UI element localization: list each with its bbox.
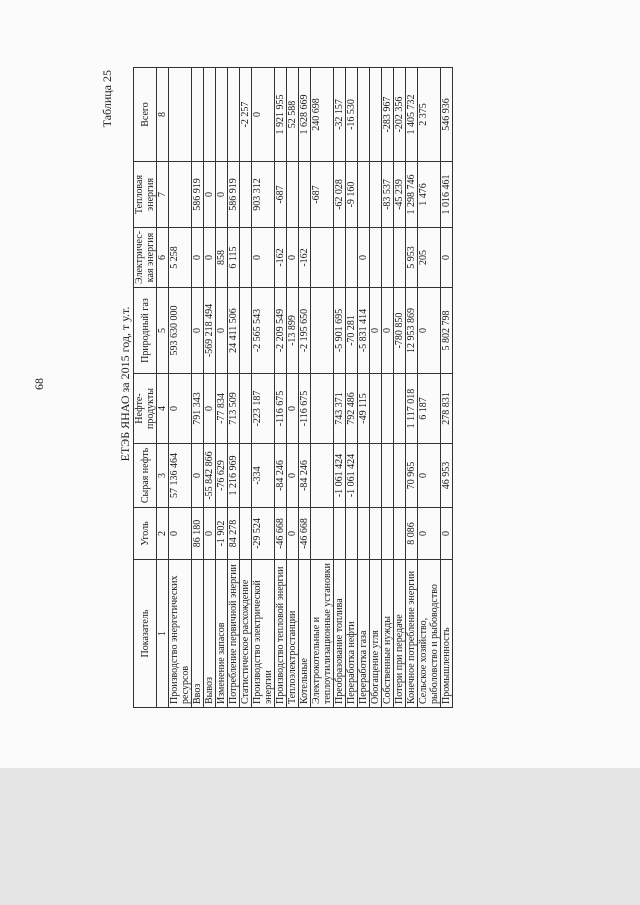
table-cell: 0: [287, 228, 299, 288]
table-cell: 593 630 000: [169, 288, 192, 374]
column-header: Тепловая энергия: [134, 162, 157, 228]
table-cell: [394, 444, 406, 508]
table-cell: 0: [287, 444, 299, 508]
table-cell: -687: [275, 162, 287, 228]
table-cell: -84 246: [299, 444, 311, 508]
table-cell: [169, 162, 192, 228]
table-cell: [311, 508, 334, 560]
table-cell: 0: [204, 162, 216, 228]
table-cell: 52 588: [287, 68, 299, 162]
column-number: 1: [157, 560, 169, 708]
table-cell: 586 919: [192, 162, 204, 228]
table-cell: -162: [299, 228, 311, 288]
table-cell: -84 246: [275, 444, 287, 508]
table-cell: 205: [418, 228, 441, 288]
table-cell: 0: [441, 508, 453, 560]
table-cell: 5 802 798: [441, 288, 453, 374]
table-cell: 0: [192, 444, 204, 508]
table-row: [252, 68, 275, 708]
table-cell: 0: [441, 228, 453, 288]
row-label: Обогащение угля: [370, 560, 382, 708]
table-cell: [311, 288, 334, 374]
table-cell: -334: [252, 444, 275, 508]
table-row: [240, 68, 252, 708]
table-cell: -1 061 424: [334, 444, 346, 508]
table-cell: 240 698: [311, 68, 334, 162]
table-cell: -9 160: [346, 162, 358, 228]
table-row: [299, 68, 311, 708]
table-cell: [358, 162, 370, 228]
table-cell: 743 371: [334, 374, 346, 444]
table-cell: [370, 68, 382, 162]
table-cell: -70 281: [346, 288, 358, 374]
table-row: [406, 68, 418, 708]
table-cell: [240, 162, 252, 228]
row-label: Переработка нефти: [346, 560, 358, 708]
table-cell: 713 509: [228, 374, 240, 444]
table-cell: -29 524: [252, 508, 275, 560]
table-cell: -283 967: [382, 68, 394, 162]
table-cell: [370, 162, 382, 228]
header-row: [134, 68, 157, 708]
table-cell: -2 195 650: [299, 288, 311, 374]
column-number-row: [157, 68, 169, 708]
table-cell: [358, 508, 370, 560]
table-cell: [346, 228, 358, 288]
table-cell: 0: [192, 228, 204, 288]
row-label: Изменение запасов: [216, 560, 228, 708]
table-row: [169, 68, 192, 708]
table-cell: [382, 228, 394, 288]
row-label: Потери при передаче: [394, 560, 406, 708]
table-cell: 1 921 955: [275, 68, 287, 162]
table-cell: [240, 374, 252, 444]
table-cell: -569 218 494: [204, 288, 216, 374]
row-label: Ввоз: [192, 560, 204, 708]
table-cell: 0: [382, 288, 394, 374]
table-cell: 0: [252, 228, 275, 288]
table-cell: 0: [358, 228, 370, 288]
table-cell: 1 016 461: [441, 162, 453, 228]
table-row: [287, 68, 299, 708]
table-cell: 0: [418, 508, 441, 560]
table-cell: 5 953: [406, 228, 418, 288]
table-cell: -46 668: [275, 508, 287, 560]
table-cell: -62 028: [334, 162, 346, 228]
table-cell: -49 115: [358, 374, 370, 444]
column-number: 3: [157, 444, 169, 508]
table-cell: [394, 508, 406, 560]
table-row: [275, 68, 287, 708]
table-cell: 84 278: [228, 508, 240, 560]
table-cell: [382, 508, 394, 560]
column-header: Нефте-продукты: [134, 374, 157, 444]
table-cell: 1 216 969: [228, 444, 240, 508]
table-cell: [192, 68, 204, 162]
table-row: [216, 68, 228, 708]
table-cell: -116 675: [299, 374, 311, 444]
table-cell: [394, 374, 406, 444]
scan-background: [0, 768, 640, 905]
table-cell: 24 411 506: [228, 288, 240, 374]
table-cell: -5 901 695: [334, 288, 346, 374]
column-header: Электричес-кая энергия: [134, 228, 157, 288]
table-cell: [240, 288, 252, 374]
table-cell: -55 842 866: [204, 444, 216, 508]
table-cell: -45 239: [394, 162, 406, 228]
table-row: [346, 68, 358, 708]
table-cell: -2 209 549: [275, 288, 287, 374]
row-label: Производство тепловой энергии: [275, 560, 287, 708]
table-cell: [240, 508, 252, 560]
column-number: 5: [157, 288, 169, 374]
table-cell: -1 061 424: [346, 444, 358, 508]
table-cell: -13 899: [287, 288, 299, 374]
table-cell: [287, 162, 299, 228]
table-label: Таблица 25: [100, 70, 114, 128]
table-row: [394, 68, 406, 708]
table-cell: 6 187: [418, 374, 441, 444]
row-label: Вывоз: [204, 560, 216, 708]
row-label: Статистическое расхождение: [240, 560, 252, 708]
column-header: Уголь: [134, 508, 157, 560]
table-title: ЕТЭБ ЯНАО за 2015 год, т у.т.: [118, 306, 132, 462]
table-cell: 586 919: [228, 162, 240, 228]
table-cell: [358, 68, 370, 162]
table-cell: 0: [204, 228, 216, 288]
table-cell: 12 953 869: [406, 288, 418, 374]
column-header: Всего: [134, 68, 157, 162]
table-cell: 86 180: [192, 508, 204, 560]
column-number: 7: [157, 162, 169, 228]
table-cell: -2 565 543: [252, 288, 275, 374]
table-cell: 1 405 732: [406, 68, 418, 162]
table-cell: -46 668: [299, 508, 311, 560]
table-cell: 0: [216, 162, 228, 228]
column-number: 4: [157, 374, 169, 444]
table-cell: [358, 444, 370, 508]
column-number: 6: [157, 228, 169, 288]
table-row: [204, 68, 216, 708]
table-row: [334, 68, 346, 708]
table-cell: [169, 68, 192, 162]
table-cell: 546 936: [441, 68, 453, 162]
table-cell: [299, 162, 311, 228]
row-label: Производство электрической энергии: [252, 560, 275, 708]
energy-balance-table: [133, 67, 453, 708]
table-cell: [370, 228, 382, 288]
table-cell: [346, 508, 358, 560]
table-cell: [311, 228, 334, 288]
table-cell: 0: [216, 288, 228, 374]
table-cell: 57 136 464: [169, 444, 192, 508]
table-cell: 1 298 746: [406, 162, 418, 228]
table-cell: [370, 374, 382, 444]
table-cell: [370, 508, 382, 560]
row-label: Электрокотельные и теплоутилизационные установки: [311, 560, 334, 708]
row-label: Промышленность: [441, 560, 453, 708]
table-cell: 0: [204, 508, 216, 560]
table-cell: -32 157: [334, 68, 346, 162]
table-cell: 858: [216, 228, 228, 288]
table-cell: 0: [204, 374, 216, 444]
table-cell: [228, 68, 240, 162]
table-cell: 0: [287, 508, 299, 560]
table-cell: [334, 508, 346, 560]
table-cell: [311, 374, 334, 444]
row-label: Собственные нужды: [382, 560, 394, 708]
row-label: Потребление первичной энергии: [228, 560, 240, 708]
table-cell: 0: [252, 68, 275, 162]
table-row: [358, 68, 370, 708]
column-number: 8: [157, 68, 169, 162]
table-cell: -1 902: [216, 508, 228, 560]
table-cell: -5 831 414: [358, 288, 370, 374]
table-cell: 0: [287, 374, 299, 444]
row-label: Переработка газа: [358, 560, 370, 708]
page-number: 68: [32, 378, 46, 390]
table-row: [382, 68, 394, 708]
table-row: [418, 68, 441, 708]
table-cell: 903 312: [252, 162, 275, 228]
table-cell: [382, 444, 394, 508]
table-cell: 1 628 669: [299, 68, 311, 162]
table-cell: [311, 444, 334, 508]
table-cell: 278 831: [441, 374, 453, 444]
row-label: Котельные: [299, 560, 311, 708]
table-row: [441, 68, 453, 708]
column-header: Природный газ: [134, 288, 157, 374]
table-cell: [394, 228, 406, 288]
table-cell: 2 375: [418, 68, 441, 162]
table-cell: 0: [418, 288, 441, 374]
table-cell: [240, 444, 252, 508]
row-label: Преобразование топлива: [334, 560, 346, 708]
table-cell: -116 675: [275, 374, 287, 444]
table-cell: -223 187: [252, 374, 275, 444]
table-row: [228, 68, 240, 708]
table-cell: [240, 228, 252, 288]
table-cell: 0: [418, 444, 441, 508]
table-cell: 0: [370, 288, 382, 374]
table-cell: 0: [192, 288, 204, 374]
column-header: Показатель: [134, 560, 157, 708]
table-cell: [216, 68, 228, 162]
table-cell: 46 953: [441, 444, 453, 508]
table-cell: 0: [169, 508, 192, 560]
row-label: Теплоэлектростанции: [287, 560, 299, 708]
row-label: Производство энергетических ресурсов: [169, 560, 192, 708]
table-cell: 1 117 018: [406, 374, 418, 444]
table-cell: 70 965: [406, 444, 418, 508]
table-cell: -780 850: [394, 288, 406, 374]
table-cell: [334, 228, 346, 288]
table-cell: [204, 68, 216, 162]
table-row: [192, 68, 204, 708]
table-cell: 6 115: [228, 228, 240, 288]
table-cell: -202 356: [394, 68, 406, 162]
row-label: Конечное потребление энергии: [406, 560, 418, 708]
table-cell: -162: [275, 228, 287, 288]
column-header: Сырая нефть: [134, 444, 157, 508]
table-cell: 792 486: [346, 374, 358, 444]
table-row: [370, 68, 382, 708]
table-cell: [370, 444, 382, 508]
table-cell: -16 530: [346, 68, 358, 162]
table-cell: -77 834: [216, 374, 228, 444]
column-number: 2: [157, 508, 169, 560]
table-cell: -687: [311, 162, 334, 228]
table-cell: 8 086: [406, 508, 418, 560]
table-cell: [382, 374, 394, 444]
row-label: Сельское хозяйство, рыболовство и рыбоводство: [418, 560, 441, 708]
table-cell: 0: [169, 374, 192, 444]
table-cell: -83 537: [382, 162, 394, 228]
table-cell: -2 257: [240, 68, 252, 162]
table-cell: 1 476: [418, 162, 441, 228]
table-cell: 5 258: [169, 228, 192, 288]
table-row: [311, 68, 334, 708]
table-cell: 791 343: [192, 374, 204, 444]
table-cell: -76 629: [216, 444, 228, 508]
